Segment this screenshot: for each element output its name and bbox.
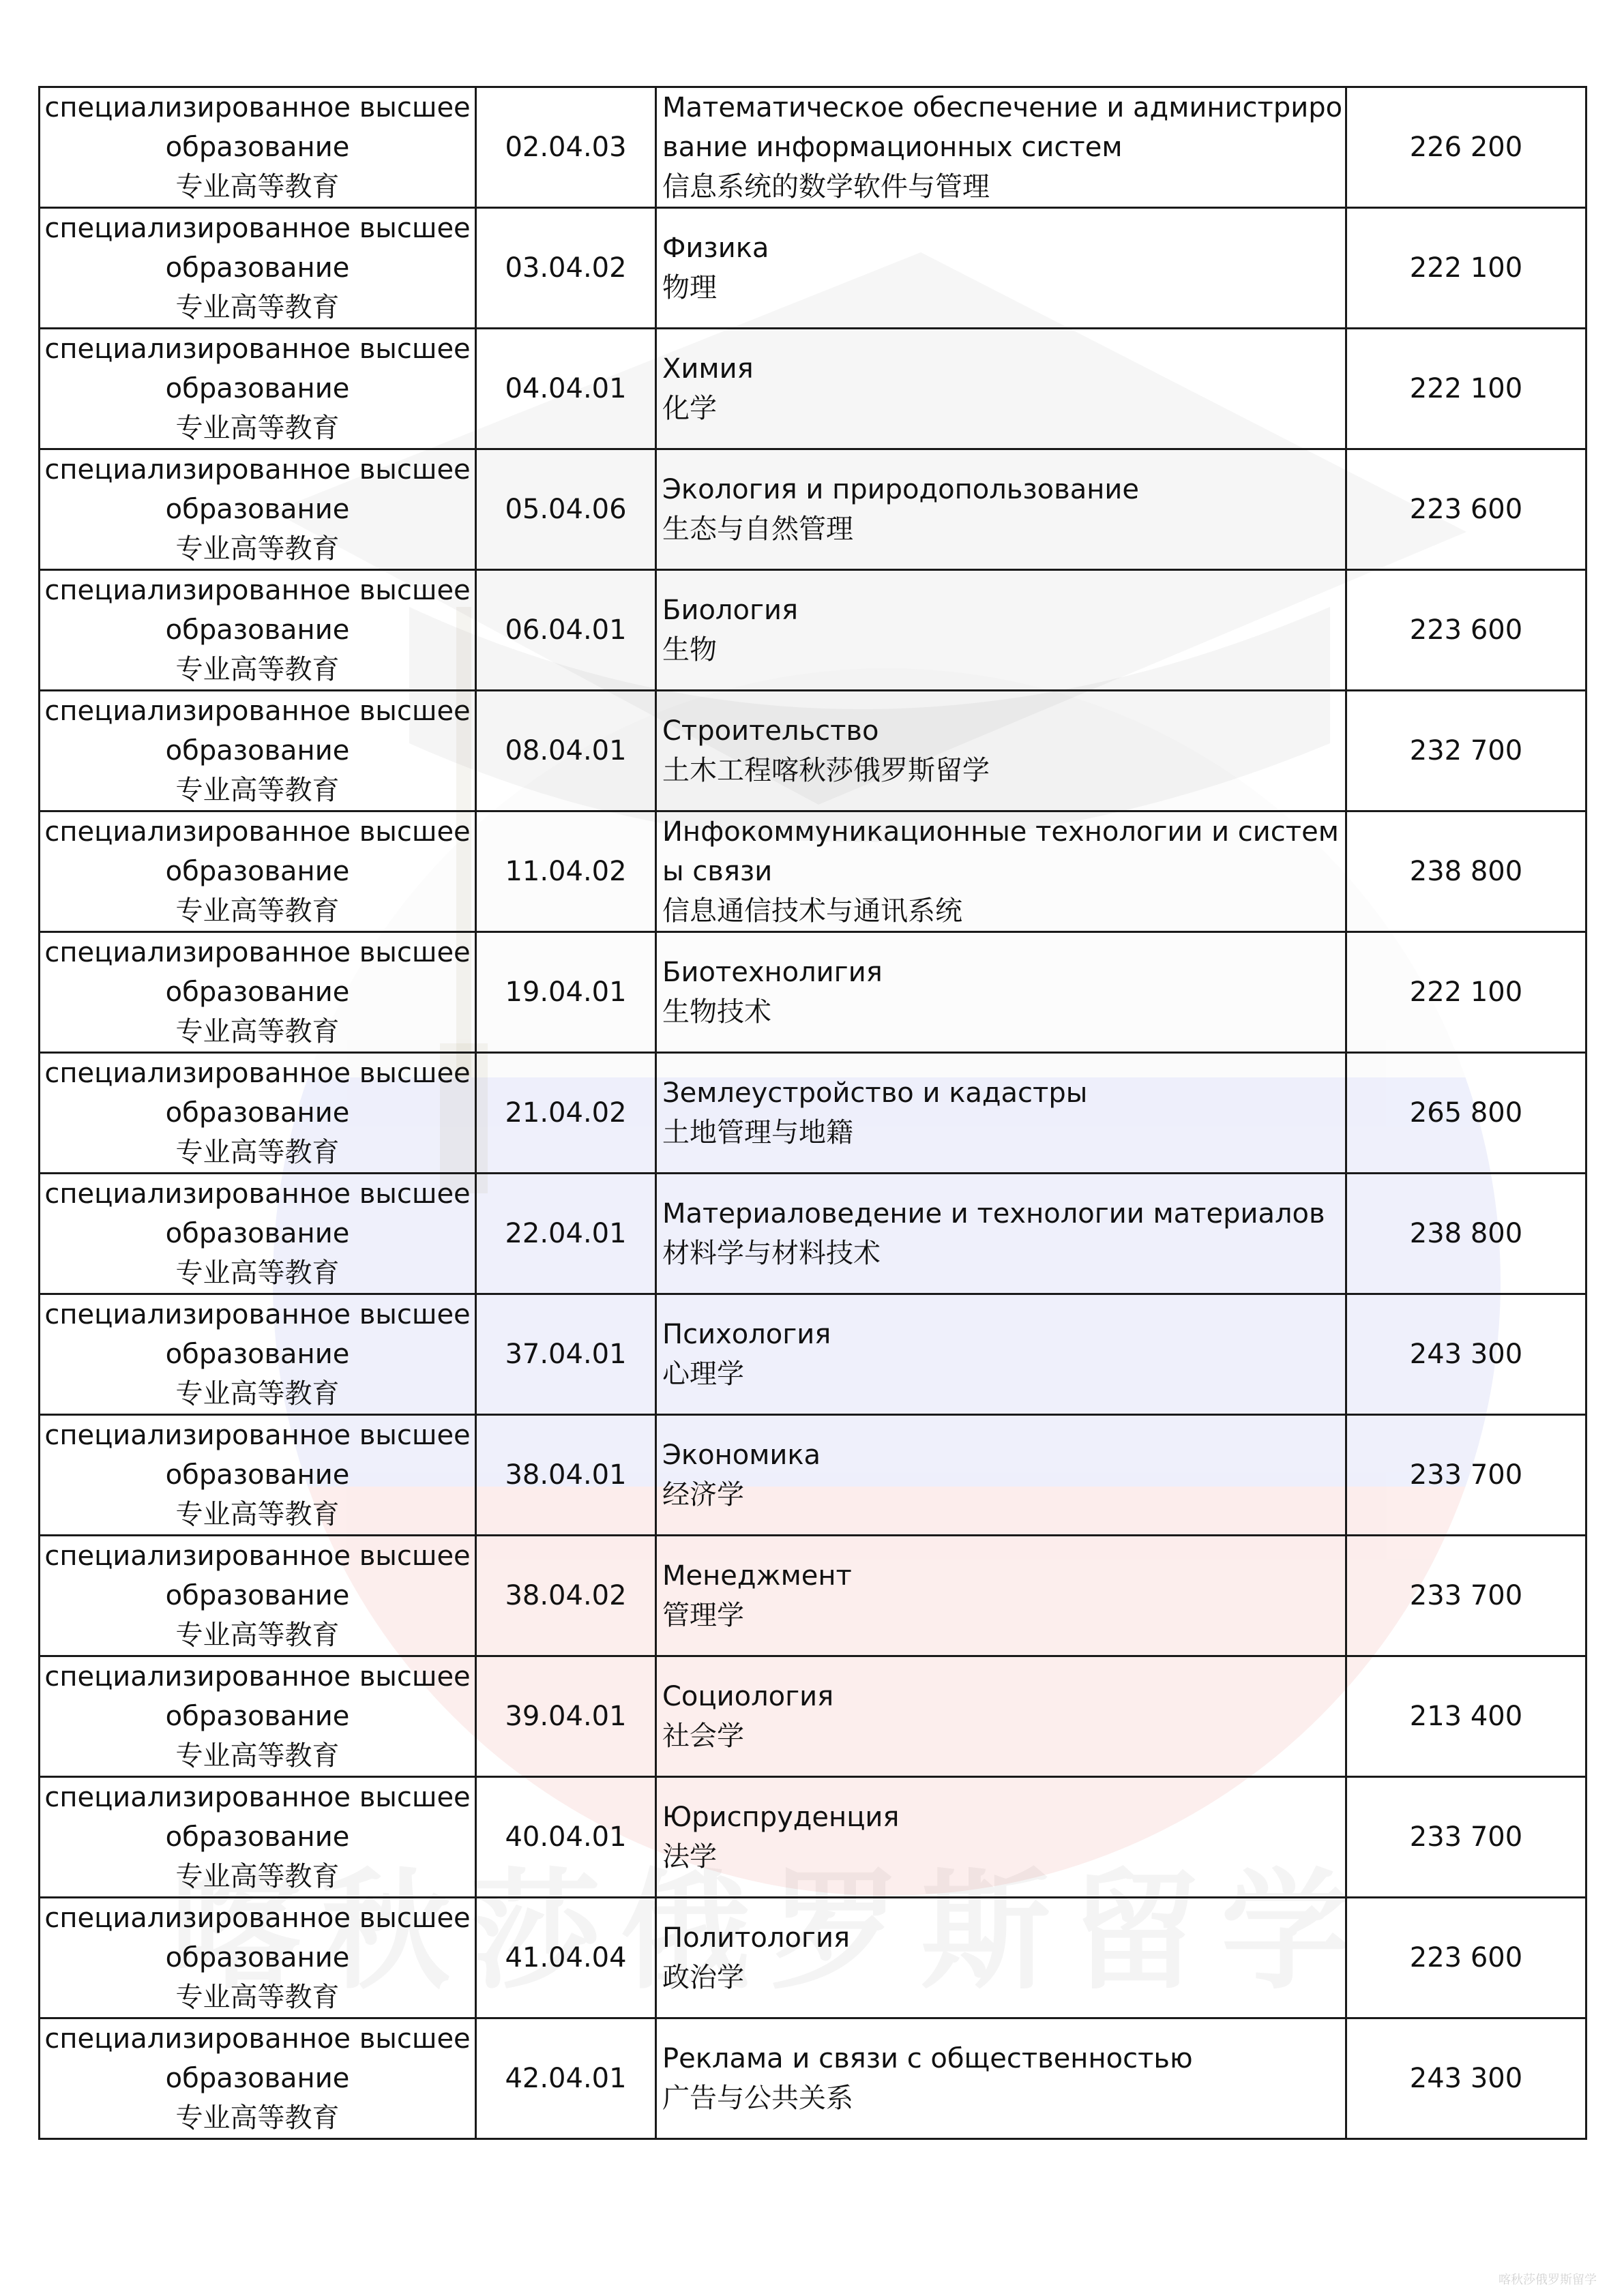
education-level-text: специализированное высшее (44, 454, 471, 486)
program-name-text: 广告与公共关系 (662, 2083, 853, 2114)
education-level-cell (40, 691, 476, 811)
education-level-cell (40, 1536, 476, 1656)
education-level-text: 专业高等教育 (175, 895, 340, 927)
education-level-cell (40, 87, 476, 208)
tuition-fee-cell: 222 100 (1346, 329, 1586, 449)
education-level-text: 专业高等教育 (175, 1016, 340, 1047)
table-row (40, 1053, 1586, 1174)
education-level-text: 专业高等教育 (175, 1137, 340, 1168)
program-name-cell (656, 1777, 1346, 1898)
table-row (40, 87, 1586, 208)
table-row (40, 329, 1586, 449)
program-name-cell (656, 1294, 1346, 1415)
table-row (40, 449, 1586, 570)
watermark-corner-text: 喀秋莎俄罗斯留学 (1498, 2273, 1597, 2287)
program-code-cell: 40.04.01 (476, 1777, 656, 1898)
education-level-cell (40, 2018, 476, 2139)
program-name-text: Биология (662, 595, 799, 626)
education-level-text: образование (165, 494, 350, 525)
education-level-text: образование (165, 132, 350, 163)
table-row (40, 932, 1586, 1053)
education-level-text: 专业高等教育 (175, 1861, 340, 1892)
education-level-cell (40, 932, 476, 1053)
program-name-cell (656, 1898, 1346, 2018)
education-level-text: специализированное высшее (44, 1661, 471, 1693)
education-level-cell (40, 1777, 476, 1898)
program-name-cell (656, 329, 1346, 449)
education-level-text: специализированное высшее (44, 1782, 471, 1813)
program-name-text: Материаловедение и технологии материалов (662, 1198, 1325, 1229)
table-row (40, 1777, 1586, 1898)
program-name-cell (656, 208, 1346, 329)
education-level-text: образование (165, 373, 350, 404)
program-code-cell: 04.04.01 (476, 329, 656, 449)
program-name-text: Инфокоммуникационные технологии и систем (662, 816, 1339, 848)
table-row (40, 1415, 1586, 1536)
program-code-cell: 38.04.01 (476, 1415, 656, 1536)
program-name-cell (656, 87, 1346, 208)
program-name-text: 生物 (662, 634, 717, 666)
table-row (40, 208, 1586, 329)
tuition-fee-cell: 233 700 (1346, 1777, 1586, 1898)
education-level-text: 专业高等教育 (175, 1499, 340, 1530)
education-level-text: 专业高等教育 (175, 1257, 340, 1289)
table-row (40, 2018, 1586, 2139)
education-level-text: образование (165, 1821, 350, 1853)
table-row (40, 1174, 1586, 1294)
table-row (40, 811, 1586, 932)
education-level-text: образование (165, 1339, 350, 1370)
program-name-text: 法学 (662, 1841, 717, 1873)
table-row (40, 1656, 1586, 1777)
education-level-text: 专业高等教育 (175, 171, 340, 203)
program-name-cell (656, 811, 1346, 932)
education-level-text: специализированное высшее (44, 1058, 471, 1089)
program-name-text: Социология (662, 1681, 834, 1712)
tuition-fee-cell: 233 700 (1346, 1415, 1586, 1536)
program-name-cell (656, 1536, 1346, 1656)
program-name-text: 土地管理与地籍 (662, 1117, 853, 1148)
program-code-cell: 19.04.01 (476, 932, 656, 1053)
education-level-text: 专业高等教育 (175, 775, 340, 806)
tuition-fee-cell: 223 600 (1346, 570, 1586, 691)
table-row (40, 691, 1586, 811)
program-code-cell: 38.04.02 (476, 1536, 656, 1656)
tuition-fee-table (38, 86, 1587, 2140)
program-name-text: 经济学 (662, 1479, 744, 1510)
program-code-cell: 21.04.02 (476, 1053, 656, 1174)
program-code-cell: 22.04.01 (476, 1174, 656, 1294)
education-level-cell (40, 1294, 476, 1415)
tuition-fee-cell: 232 700 (1346, 691, 1586, 811)
education-level-cell (40, 811, 476, 932)
fee-table-body (40, 87, 1586, 2139)
education-level-text: специализированное высшее (44, 575, 471, 606)
program-name-text: 化学 (662, 393, 717, 424)
tuition-fee-cell: 243 300 (1346, 2018, 1586, 2139)
education-level-text: образование (165, 1097, 350, 1129)
program-name-text: Экономика (662, 1440, 821, 1471)
program-name-text: 信息通信技术与通讯系统 (662, 895, 962, 927)
education-level-text: 专业高等教育 (175, 2102, 340, 2134)
program-name-cell (656, 449, 1346, 570)
education-level-text: специализированное высшее (44, 1903, 471, 1934)
program-name-text: 物理 (662, 272, 717, 303)
program-code-cell: 41.04.04 (476, 1898, 656, 2018)
education-level-text: 专业高等教育 (175, 654, 340, 685)
education-level-text: специализированное высшее (44, 816, 471, 848)
education-level-text: образование (165, 735, 350, 766)
education-level-text: 专业高等教育 (175, 1982, 340, 2013)
program-name-text: Психология (662, 1319, 831, 1350)
education-level-text: специализированное высшее (44, 2023, 471, 2055)
tuition-fee-cell: 226 200 (1346, 87, 1586, 208)
program-name-cell (656, 932, 1346, 1053)
program-name-text: ы связи (662, 856, 773, 887)
program-name-cell (656, 2018, 1346, 2139)
program-name-text: Строительство (662, 715, 879, 747)
program-code-cell: 42.04.01 (476, 2018, 656, 2139)
education-level-text: образование (165, 614, 350, 646)
education-level-text: 专业高等教育 (175, 1620, 340, 1651)
program-code-cell: 11.04.02 (476, 811, 656, 932)
program-name-text: Политология (662, 1922, 850, 1954)
education-level-text: 专业高等教育 (175, 413, 340, 444)
education-level-text: 专业高等教育 (175, 1378, 340, 1410)
tuition-fee-cell: 223 600 (1346, 449, 1586, 570)
tuition-fee-cell: 238 800 (1346, 811, 1586, 932)
program-name-cell (656, 1415, 1346, 1536)
education-level-text: 专业高等教育 (175, 292, 340, 323)
program-name-cell (656, 1174, 1346, 1294)
education-level-text: образование (165, 2063, 350, 2094)
education-level-text: специализированное высшее (44, 1178, 471, 1210)
program-name-cell (656, 570, 1346, 691)
program-name-text: Землеустройство и кадастры (662, 1077, 1088, 1109)
tuition-fee-cell: 222 100 (1346, 932, 1586, 1053)
education-level-text: специализированное высшее (44, 1299, 471, 1330)
table-row (40, 1294, 1586, 1415)
program-name-text: 信息系统的数学软件与管理 (662, 171, 990, 203)
table-row (40, 1536, 1586, 1656)
program-name-text: 心理学 (662, 1358, 744, 1390)
program-code-cell: 05.04.06 (476, 449, 656, 570)
tuition-fee-cell: 243 300 (1346, 1294, 1586, 1415)
tuition-fee-cell: 265 800 (1346, 1053, 1586, 1174)
education-level-cell (40, 1898, 476, 2018)
education-level-text: специализированное высшее (44, 213, 471, 244)
program-code-cell: 39.04.01 (476, 1656, 656, 1777)
program-name-text: Математическое обеспечение и администриро (662, 92, 1343, 123)
table-row (40, 570, 1586, 691)
program-name-text: 管理学 (662, 1600, 744, 1631)
program-name-cell (656, 691, 1346, 811)
program-name-text: 生物技术 (662, 996, 771, 1028)
program-name-cell (656, 1656, 1346, 1777)
education-level-text: образование (165, 976, 350, 1008)
education-level-cell (40, 208, 476, 329)
tuition-fee-cell: 233 700 (1346, 1536, 1586, 1656)
education-level-cell (40, 1053, 476, 1174)
education-level-text: образование (165, 1580, 350, 1611)
program-name-text: Юриспруденция (662, 1802, 900, 1833)
program-name-cell (656, 1053, 1346, 1174)
tuition-fee-cell: 238 800 (1346, 1174, 1586, 1294)
tuition-fee-cell: 223 600 (1346, 1898, 1586, 2018)
education-level-text: образование (165, 1459, 350, 1491)
education-level-text: 专业高等教育 (175, 1740, 340, 1772)
program-name-text: 材料学与材料技术 (662, 1238, 881, 1269)
education-level-text: специализированное высшее (44, 1540, 471, 1572)
program-name-text: Экология и природопользование (662, 474, 1139, 505)
program-name-text: Менеджмент (662, 1560, 852, 1592)
education-level-text: образование (165, 856, 350, 887)
education-level-text: 专业高等教育 (175, 533, 340, 565)
program-code-cell: 02.04.03 (476, 87, 656, 208)
education-level-text: специализированное высшее (44, 333, 471, 365)
program-name-text: Физика (662, 233, 769, 264)
program-name-text: вание информационных систем (662, 132, 1123, 163)
education-level-cell (40, 329, 476, 449)
program-code-cell: 03.04.02 (476, 208, 656, 329)
table-row (40, 1898, 1586, 2018)
education-level-text: специализированное высшее (44, 1420, 471, 1451)
tuition-fee-cell: 222 100 (1346, 208, 1586, 329)
education-level-cell (40, 1656, 476, 1777)
program-name-text: 政治学 (662, 1962, 744, 1993)
program-code-cell: 37.04.01 (476, 1294, 656, 1415)
program-name-text: 生态与自然管理 (662, 513, 853, 545)
program-name-text: 社会学 (662, 1720, 744, 1752)
program-code-cell: 06.04.01 (476, 570, 656, 691)
program-name-text: Реклама и связи с общественностью (662, 2043, 1193, 2074)
education-level-text: образование (165, 1942, 350, 1973)
program-name-text: Биотехнолигия (662, 957, 883, 988)
education-level-text: образование (165, 1218, 350, 1249)
education-level-cell (40, 570, 476, 691)
program-name-text: 土木工程喀秋莎俄罗斯留学 (662, 755, 990, 786)
program-name-text: Химия (662, 353, 754, 385)
tuition-fee-cell: 213 400 (1346, 1656, 1586, 1777)
education-level-text: специализированное высшее (44, 696, 471, 727)
program-code-cell: 08.04.01 (476, 691, 656, 811)
education-level-cell (40, 449, 476, 570)
education-level-text: специализированное высшее (44, 937, 471, 968)
education-level-text: образование (165, 252, 350, 284)
education-level-text: специализированное высшее (44, 92, 471, 123)
education-level-text: образование (165, 1701, 350, 1732)
education-level-cell (40, 1415, 476, 1536)
education-level-cell (40, 1174, 476, 1294)
